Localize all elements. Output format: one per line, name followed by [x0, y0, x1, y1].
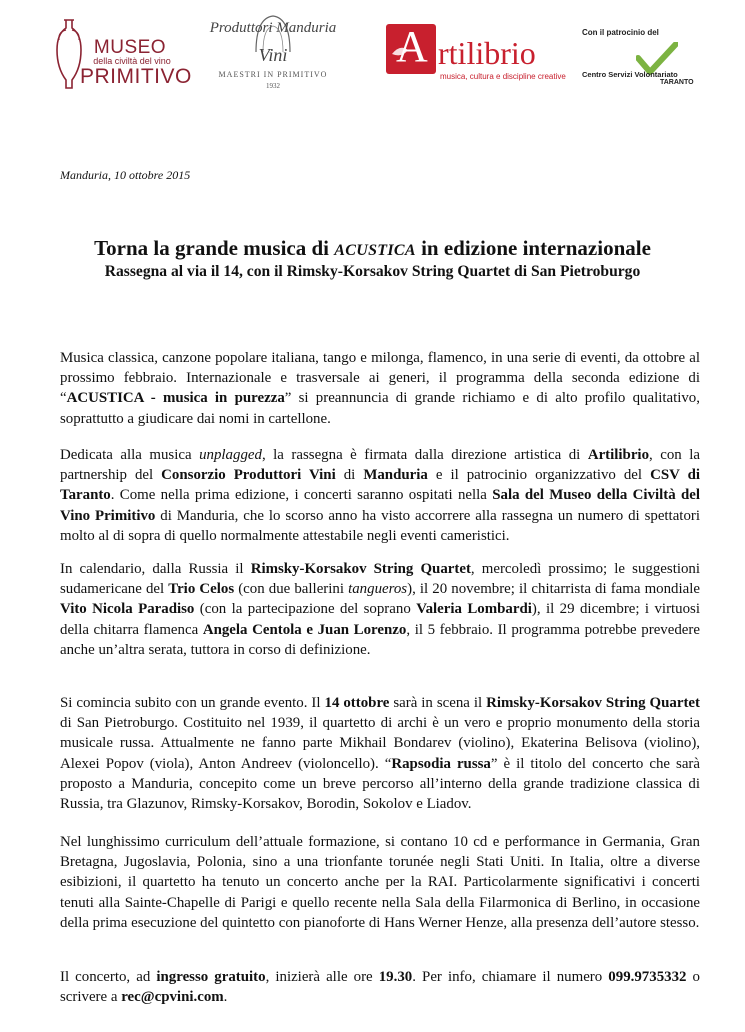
paragraph-curriculum	[60, 832, 700, 933]
museo-logo-line1: MUSEO	[93, 37, 167, 58]
bold-text: CSV di Taranto	[60, 467, 700, 504]
text: sarà in scena il	[389, 695, 487, 711]
phone-number: 099.9735332	[608, 969, 687, 985]
csv-taranto-logo	[582, 28, 692, 90]
text: (con due ballerini	[234, 581, 349, 598]
produttori-vini-logo	[192, 14, 354, 96]
text: Si comincia subito con un grande evento. Il	[60, 695, 325, 711]
text: Il concerto, ad	[60, 969, 157, 985]
text: ” è il titolo del concerto che sarà proposto a Manduria, concepito come un breve percorso all’interno della grande tradizione classica di Russia, tra Glazunov, Rimsky-Korsakov, Borodin, Sokolov e Liadov.	[60, 755, 700, 813]
csv-patronage-text: Con il patrocinio del	[582, 28, 659, 37]
bold-text: Manduria	[363, 467, 428, 484]
text: , la rassegna è firmata dalla direzione artistica di	[261, 447, 588, 463]
bold-text: ACUSTICA - musica in purezza	[66, 390, 285, 407]
bold-text: Valeria Lombardi	[416, 601, 532, 618]
title-acustica: ACUSTICA	[334, 242, 416, 259]
csv-centro-text: Centro Servizi Volontariato	[582, 70, 678, 79]
text: ), il 29 dicembre; i virtuosi della chitarra flamenca	[60, 601, 700, 638]
paragraph-intro	[60, 348, 700, 429]
paragraph-organizers	[60, 445, 700, 546]
text: . Come nella prima edizione, i concerti saranno ospitati nella	[110, 487, 493, 504]
bold-text: ingresso gratuito	[156, 969, 266, 985]
produttori-logo-year: 1932	[266, 82, 280, 90]
text: .	[223, 989, 228, 1006]
paragraph-calendar	[60, 559, 700, 660]
bold-text: 14 ottobre	[324, 695, 390, 711]
text: (con la partecipazione del soprano	[194, 601, 417, 618]
page-title	[0, 236, 745, 263]
text: ” si preannuncia di grande richiamo e di alto profilo qualitativo, soprattutto a giudicare dai nomi in cartellone.	[60, 390, 700, 427]
italic-text: unplagged	[199, 447, 262, 463]
page-subtitle: Rassegna al via il 14, con il Rimsky-Korsakov String Quartet di San Pietroburgo	[104, 263, 641, 280]
italic-text: tangueros	[348, 581, 408, 598]
artilibrio-logo-name: rtilibrio	[438, 35, 536, 71]
text: Dedicata alla musica	[60, 447, 200, 463]
bold-text: Angela Centola e Juan Lorenzo	[202, 621, 407, 638]
text: di San Pietroburgo. Costituito nel 1939, il quartetto di archi è un vero e proprio monumento della storia musicale russa. Attualmente ne fanno parte Mikhail Bondarev (violino), Ekaterina Belisova (violino), Alexei Popov (viola), Anton Andreev (violoncello). “	[60, 715, 700, 772]
paragraph-first-concert	[60, 693, 700, 814]
bold-text: 19.30	[378, 969, 413, 985]
artilibrio-logo-tagline: musica, cultura e discipline creative	[440, 72, 566, 81]
museo-logo	[56, 16, 192, 96]
text: , mercoledì prossimo; le suggestioni sudamericane del	[60, 561, 700, 598]
bold-text: Trio Celos	[168, 581, 235, 598]
bold-text: Vito Nicola Paradiso	[60, 601, 195, 618]
text: , inizierà alle ore	[265, 969, 379, 985]
text: ), il 20 novembre; il chitarrista di fama mondiale	[407, 581, 700, 598]
paragraph-info	[60, 967, 700, 1007]
text: di Manduria, che lo scorso anno ha visto accorrere alla rassegna un numero di spettatori molto al di sopra di quello normalmente attestabile negli eventi cameristici.	[60, 507, 700, 544]
csv-city-text: TARANTO	[660, 79, 694, 86]
text: . Per info, chiamare il numero	[412, 969, 609, 985]
bold-text: Rimsky-Korsakov String Quartet	[486, 695, 700, 711]
text: In calendario, dalla Russia il	[60, 561, 251, 577]
bold-text: Consorzio Produttori Vini	[161, 467, 336, 484]
artilibrio-logo-letter: A	[396, 22, 428, 71]
amphora-icon	[56, 16, 82, 94]
bold-text: Rapsodia russa	[391, 755, 491, 772]
artilibrio-logo	[386, 22, 566, 86]
bold-text: Sala del Museo della Civiltà del Vino Primitivo	[60, 487, 700, 524]
dateline: Manduria, 10 ottobre 2015	[60, 168, 191, 182]
text: di	[335, 467, 364, 484]
bold-text: Rimsky-Korsakov String Quartet	[250, 561, 471, 577]
produttori-logo-vini: Vini	[258, 45, 288, 65]
text: , con la partnership del	[60, 447, 700, 484]
email-address[interactable]: rec@cpvini.com	[121, 989, 224, 1006]
produttori-logo-motto: MAESTRI IN PRIMITIVO	[218, 70, 328, 79]
title-after: in edizione internazionale	[415, 236, 651, 260]
museo-logo-line3: PRIMITIVO	[80, 65, 192, 88]
text: Nel lunghissimo curriculum dell’attuale formazione, si contano 10 cd e performance in Germania, Gran Bretagna, Jugoslavia, Polonia, sino a una trionfante torunée negli Stati Uniti. In Italia, oltre a diverse esibizioni, il quartetto ha tenuto un concerto anche per la RAI. Particolarmente significativi i concerti tenuti alla Sainte-Chapelle di Parigi e quello recente nella Sala della Filarmonica di Berlino, in occasione della prima esecuzione del quintetto con pianoforte di Hans Werner Henze, alla presenza dell’autore stesso.	[60, 834, 700, 931]
bold-text: Artilibrio	[587, 447, 650, 463]
title-before: Torna la grande musica di	[94, 236, 335, 260]
text: Musica classica, canzone popolare italiana, tango e milonga, flamenco, in una serie di eventi, da ottobre al prossimo febbraio. Internazionale e trasversale ai generi, il programma della seconda edizione di “	[60, 350, 700, 407]
museo-logo-line2: della civiltà del vino	[93, 56, 171, 66]
text: , il 5 febbraio. Il programma potrebbe prevedere anche un’altra serata, tuttora in corso di definizione.	[60, 621, 700, 658]
produttori-logo-script: Produttori Manduria	[209, 20, 337, 36]
text: e il patrocinio organizzativo del	[427, 467, 651, 484]
text: o scrivere a	[60, 969, 701, 1006]
